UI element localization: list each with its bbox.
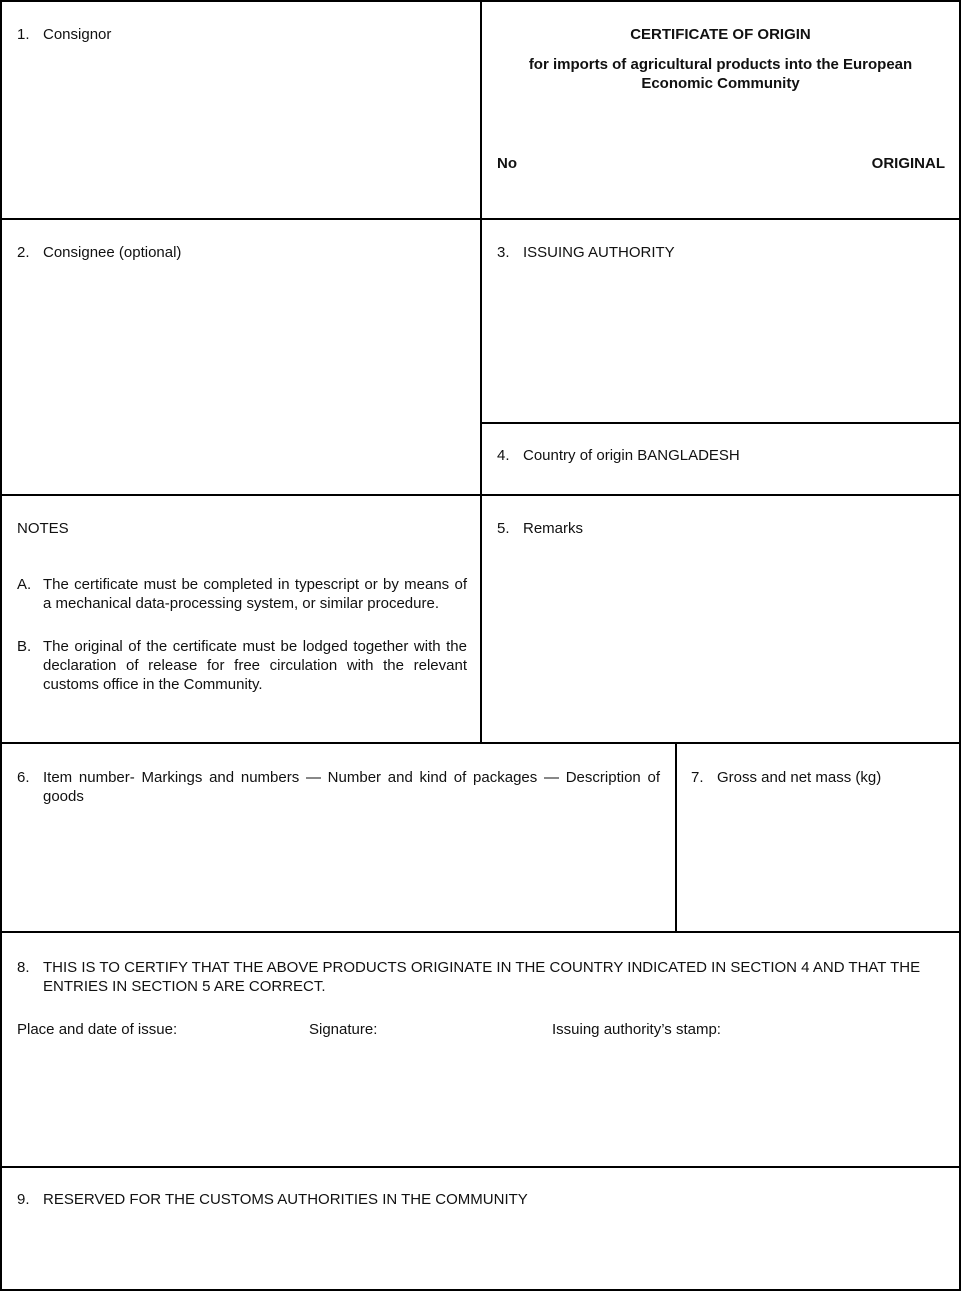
- certificate-title: CERTIFICATE OF ORIGIN: [630, 26, 811, 43]
- box-7-number: 7.: [691, 769, 704, 786]
- signature-label: Signature:: [309, 1021, 378, 1038]
- notes-heading: NOTES: [17, 520, 69, 537]
- note-b-text: The original of the certificate must be lodged together with the declaration of release for free circulation with the relevant customs office in the Community.: [43, 638, 467, 693]
- box-5-remarks: [480, 494, 961, 744]
- box-8-certification: [0, 931, 961, 1168]
- place-date-label: Place and date of issue:: [17, 1021, 178, 1038]
- box-3-issuing-authority: [480, 218, 961, 424]
- box-6-goods-description: [0, 742, 677, 933]
- certificate-number-label: No: [497, 155, 517, 172]
- note-a-text: The certificate must be completed in typescript or by means of a mechanical data-processing system, or similar procedure.: [43, 576, 467, 612]
- box-3-label: ISSUING AUTHORITY: [523, 244, 675, 261]
- box-4-number: 4.: [497, 447, 510, 464]
- box-1-label: Consignor: [43, 26, 112, 43]
- box-6-label: Item number- Markings and numbers — Number and kind of packages — Description of goods: [43, 769, 660, 805]
- original-label: ORIGINAL: [871, 155, 945, 172]
- certificate-subtitle: for imports of agricultural products into the European Economic Community: [528, 56, 913, 92]
- box-6-number: 6.: [17, 769, 30, 786]
- box-2-label: Consignee (optional): [43, 244, 182, 261]
- issuing-stamp-label: Issuing authority’s stamp:: [552, 1021, 721, 1038]
- box-9-number: 9.: [17, 1191, 30, 1208]
- box-5-number: 5.: [497, 520, 510, 537]
- note-a-letter: A.: [17, 576, 32, 593]
- box-3-number: 3.: [497, 244, 510, 261]
- box-1-number: 1.: [17, 26, 30, 43]
- box-4-label: Country of origin BANGLADESH: [523, 447, 740, 464]
- box-2-consignee: [0, 218, 482, 496]
- box-7-label: Gross and net mass (kg): [717, 769, 882, 786]
- box-7-mass: [675, 742, 961, 933]
- notes-section: [0, 494, 482, 744]
- note-b-letter: B.: [17, 638, 32, 655]
- box-8-number: 8.: [17, 959, 30, 976]
- box-8-statement: THIS IS TO CERTIFY THAT THE ABOVE PRODUCTS ORIGINATE IN THE COUNTRY INDICATED IN SECTION 4 AND THAT THE ENTRIES IN SECTION 5 ARE CORRECT.: [43, 959, 921, 995]
- box-1-consignor: [0, 0, 482, 220]
- box-9-customs-reserved: [0, 1166, 961, 1291]
- box-2-number: 2.: [17, 244, 30, 261]
- certificate-header: [480, 0, 961, 220]
- box-9-label: RESERVED FOR THE CUSTOMS AUTHORITIES IN THE COMMUNITY: [43, 1191, 528, 1208]
- box-4-country-of-origin: [480, 422, 961, 496]
- box-5-label: Remarks: [523, 520, 584, 537]
